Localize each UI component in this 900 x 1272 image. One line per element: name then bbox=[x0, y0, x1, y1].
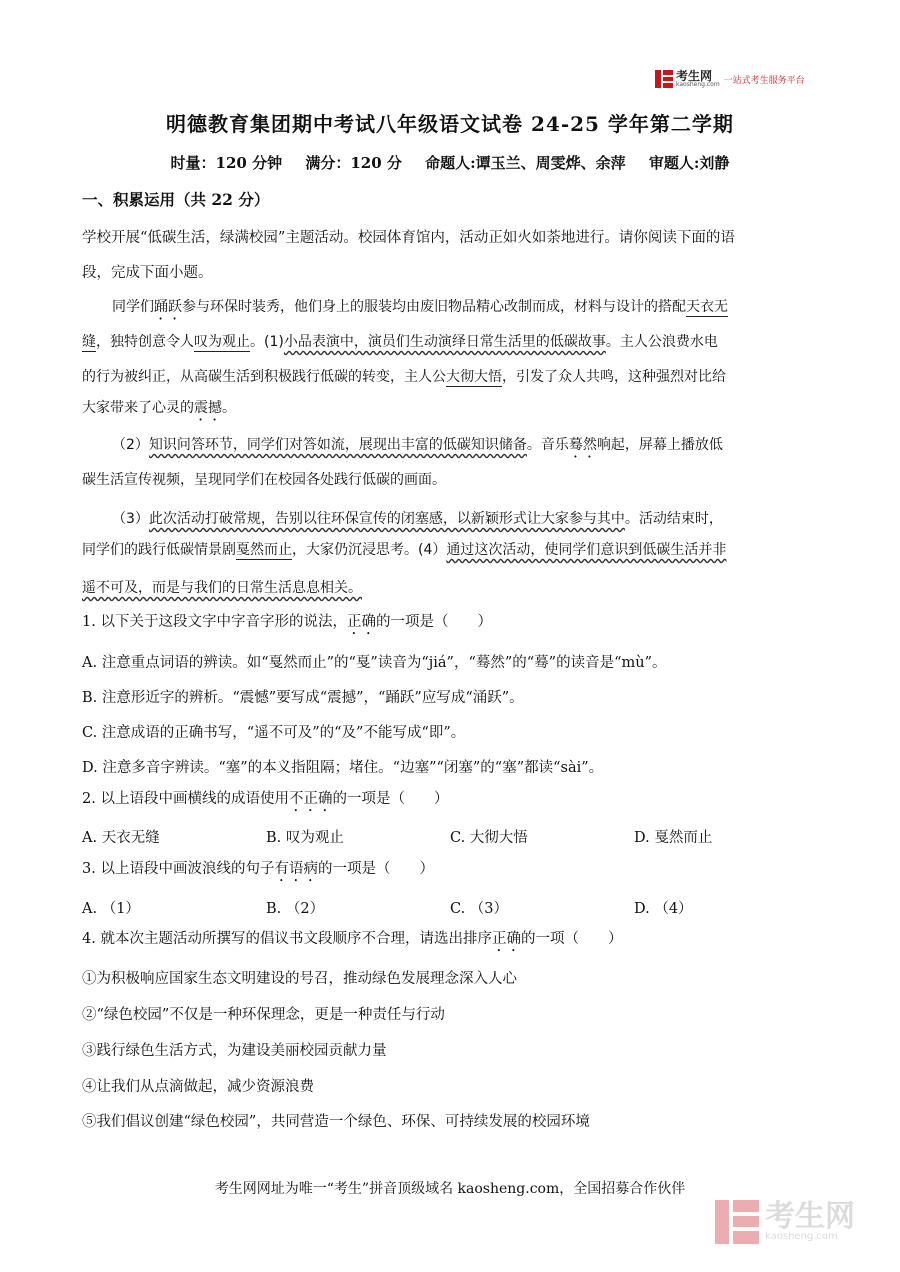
wavy-sentence: 知识问答环节，同学们对答如流，展现出丰富的低碳知识储备 bbox=[148, 437, 527, 453]
q4-sentence-5: ⑤我们倡议创建“绿色校园”，共同营造一个绿色、环保、可持续发展的校园环境 bbox=[82, 1114, 590, 1130]
underlined-idiom: 缝 bbox=[82, 334, 96, 350]
passage-text: ，大家仍沉浸思考。(4） bbox=[292, 542, 447, 558]
q4-stem bbox=[82, 927, 822, 955]
q3-option-b: B. （2） bbox=[266, 901, 325, 917]
passage-line-7 bbox=[82, 508, 852, 528]
stem-text: 4. 就本次主题活动所撰写的倡议书文段顺序不合理，请选出排序 bbox=[82, 931, 492, 947]
dotted-word: 震撼 bbox=[194, 400, 222, 416]
passage-text: （3） bbox=[112, 511, 149, 527]
brand-logo bbox=[655, 70, 805, 88]
stem-text: 2. 以上语段中画横线的成语使用 bbox=[82, 791, 289, 807]
underlined-idiom: 戛然而止 bbox=[236, 542, 292, 558]
q2-option-c: C. 大彻大悟 bbox=[450, 830, 528, 846]
passage-text: 响起，屏幕上播放低 bbox=[596, 437, 723, 453]
q3-option-c: C. （3） bbox=[450, 901, 509, 917]
passage-line-6: 碳生活宣传视频，呈现同学们在校园各处践行低碳的画面。 bbox=[82, 472, 446, 488]
logo-slogan: 一站式考生服务平台 bbox=[723, 75, 805, 86]
q3-option-d: D. （4） bbox=[634, 901, 693, 917]
dotted-word: 踊跃 bbox=[154, 299, 182, 315]
q1-option-a: A. 注意重点词语的辨读。如“戛然而止”的“戛”读音为“jiá”，“蓦然”的“蓦”的读音是“mù”。 bbox=[82, 655, 667, 671]
logo-name: 考生网 bbox=[676, 69, 713, 83]
passage-text: 大家带来了心灵的 bbox=[82, 400, 194, 416]
stem-text: 3. 以上语段中画波浪线的句子 bbox=[82, 861, 275, 877]
stem-text: 1. 以下关于这段文字中字音字形的说法， bbox=[82, 614, 347, 630]
watermark-name: 考生网 bbox=[765, 1199, 855, 1234]
intro-line-1: 学校开展“低碳生活，绿满校园”主题活动。校园体育馆内，活动正如火如荼地进行。请你阅读下面的语 bbox=[82, 230, 735, 246]
passage-line-2 bbox=[82, 331, 822, 351]
exam-time: 时量：120 分钟 bbox=[170, 154, 283, 172]
exam-setter: 命题人:谭玉兰、周雯烨、余萍 bbox=[425, 154, 626, 172]
watermark-logo-icon bbox=[715, 1200, 759, 1244]
wavy-sentence: 小品表演中，演员们生动演绎日常生活里的低碳故事 bbox=[283, 334, 606, 350]
q3-stem bbox=[82, 857, 822, 885]
q3-option-a: A. （1） bbox=[82, 901, 140, 917]
passage-text: ，独特创意令人 bbox=[96, 334, 194, 350]
intro-line-2: 段，完成下面小题。 bbox=[82, 265, 213, 281]
dotted-word: 蓦然 bbox=[568, 437, 597, 453]
passage-text: 。活动结束时， bbox=[624, 511, 723, 527]
passage-text: 。 bbox=[222, 400, 236, 416]
passage-text: 同学们的践行低碳情景剧 bbox=[82, 542, 236, 558]
stem-emphasis: 正确 bbox=[346, 614, 376, 630]
exam-meta bbox=[0, 152, 900, 173]
passage-text: （2） bbox=[112, 437, 149, 453]
passage-line-9 bbox=[82, 577, 822, 597]
exam-reviewer: 审题人:刘静 bbox=[648, 154, 730, 172]
page-footer: 考生网网址为唯一“考生”拼音顶级域名 kaosheng.com，全国招募合作伙伴 bbox=[214, 1181, 686, 1197]
q2-stem bbox=[82, 787, 822, 815]
passage-text: ，引发了众人共鸣，这种强烈对比给 bbox=[502, 369, 726, 385]
stem-text: 的一项是（ ） bbox=[317, 861, 434, 877]
wavy-sentence: 此次活动打破常规，告别以往环保宣传的闭塞感，以新颖形式让大家参与其中 bbox=[148, 511, 625, 527]
watermark-domain: kaosheng.com bbox=[765, 1231, 838, 1242]
passage-text: 。(1) bbox=[250, 334, 284, 350]
q1-stem bbox=[82, 610, 822, 638]
passage-line-8 bbox=[82, 539, 822, 559]
stem-emphasis: 不正确 bbox=[288, 791, 333, 807]
passage-text: 。音乐 bbox=[526, 437, 569, 453]
underlined-idiom: 叹为观止 bbox=[194, 334, 250, 350]
passage-line-5 bbox=[82, 434, 852, 461]
q2-option-d: D. 戛然而止 bbox=[634, 830, 713, 846]
passage-text: 。主人公浪费水电 bbox=[605, 334, 718, 350]
watermark bbox=[715, 1200, 855, 1244]
exam-title: 明德教育集团期中考试八年级语文试卷 24-25 学年第二学期 bbox=[166, 112, 734, 136]
q2-option-b: B. 叹为观止 bbox=[266, 830, 344, 846]
passage-line-4 bbox=[82, 397, 822, 424]
passage-text: 参与环保时装秀，他们身上的服装均由废旧物品精心改制而成，材料与设计的搭配 bbox=[182, 299, 686, 315]
stem-text: 的一项（ ） bbox=[520, 931, 623, 947]
logo-domain: kaosheng.com bbox=[676, 81, 720, 88]
section-heading: 一、积累运用（共 22 分） bbox=[82, 190, 270, 209]
q4-sentence-3: ③践行绿色生活方式，为建设美丽校园贡献力量 bbox=[82, 1043, 387, 1059]
stem-emphasis: 正确 bbox=[491, 931, 521, 947]
stem-emphasis: 有语病 bbox=[274, 861, 318, 877]
wavy-sentence: 遥不可及，而是与我们的日常生活息息相关。 bbox=[82, 580, 362, 596]
passage-line-3 bbox=[82, 366, 822, 386]
q4-sentence-1: ①为积极响应国家生态文明建设的号召，推动绿色发展理念深入人心 bbox=[82, 971, 517, 987]
passage-text: 的行为被纠正，从高碳生活到积极践行低碳的转变，主人公 bbox=[82, 369, 446, 385]
kaosheng-logo-icon bbox=[655, 70, 673, 88]
q4-sentence-2: ②“绿色校园”不仅是一种环保理念，更是一种责任与行动 bbox=[82, 1007, 445, 1023]
underlined-idiom: 天衣无 bbox=[686, 299, 728, 315]
q4-sentence-4: ④让我们从点滴做起，减少资源浪费 bbox=[82, 1079, 314, 1095]
q1-option-b: B. 注意形近字的辨析。“震憾”要写成“震撼”，“踊跃”应写成“涌跃”。 bbox=[82, 690, 524, 706]
passage-text: 同学们 bbox=[112, 299, 154, 315]
exam-score: 满分：120 分 bbox=[305, 154, 402, 172]
underlined-idiom: 大彻大悟 bbox=[446, 369, 502, 385]
q1-option-c: C. 注意成语的正确书写，“遥不可及”的“及”不能写成“即”。 bbox=[82, 725, 466, 741]
q2-option-a: A. 天衣无缝 bbox=[82, 830, 160, 846]
q1-option-d: D. 注意多音字辨读。“塞”的本义指阻隔；堵住。“边塞”“闭塞”的“塞”都读“sài”。 bbox=[82, 760, 604, 776]
passage-line-1 bbox=[82, 296, 852, 323]
stem-text: 的一项是（ ） bbox=[332, 791, 449, 807]
wavy-sentence: 通过这次活动，使同学们意识到低碳生活并非 bbox=[446, 542, 727, 558]
stem-text: 的一项是（ ） bbox=[375, 614, 492, 630]
